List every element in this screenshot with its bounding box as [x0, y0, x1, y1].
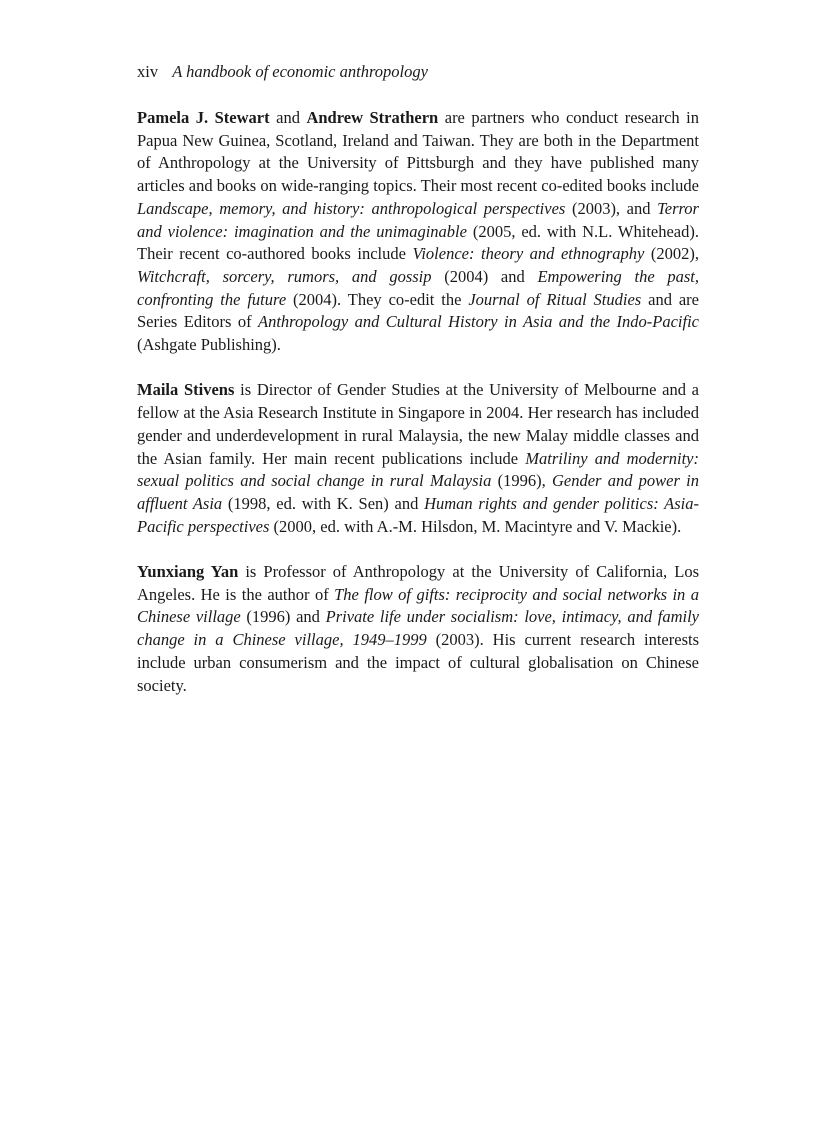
publication-title: Gender and power in affluent Asia	[137, 471, 699, 513]
book-title: A handbook of economic anthropology	[172, 62, 428, 81]
publication-title: Landscape, memory, and history: anthropological perspectives	[137, 198, 566, 218]
contributor-name: Pamela J. Stewart	[137, 108, 270, 127]
bio-text: (2005, ed. with N.L. Whitehead). Their recent co-authored books include	[137, 221, 700, 264]
bio-text: and	[269, 108, 307, 127]
contributor-name: Maila Stivens	[137, 380, 235, 400]
bio-text: is Director of Gender Studies at the University of Melbourne and a fellow at the Asia Research Institute in Singapore in 2004. Her research has included gender and underdevelopment in rural Malaysia, the new Malay middle classes and the Asian family. Her main recent publications include	[137, 380, 699, 468]
publication-title: Violence: theory and ethnography	[412, 244, 645, 264]
contributor-name: Yunxiang Yan	[137, 562, 239, 582]
running-head	[137, 61, 428, 83]
bio-text: are partners who conduct research in Papua New Guinea, Scotland, Ireland and Taiwan. They are both in the Department of Anthropology at the University of Pittsburgh and they have published many articles and books on wide-ranging topics. Their most recent co-edited books include	[137, 108, 699, 196]
bio-text: (1996) and	[240, 607, 326, 627]
bio-text: (1998, ed. with K. Sen) and	[222, 493, 425, 513]
bio-text: (2003), and	[565, 198, 658, 218]
publication-title: Journal of Ritual Studies	[468, 289, 642, 309]
contributor-bios	[137, 107, 699, 720]
bio-text: (2000, ed. with A.-M. Hilsdon, M. Macintyre and V. Mackie).	[269, 516, 682, 536]
publication-title: Matriliny and modernity: sexual politics and social change in rural Malaysia	[137, 448, 699, 491]
publication-title: Private life under socialism: love, intimacy, and family change in a Chinese village, 1949–1999	[137, 607, 700, 650]
publication-title: Witchcraft, sorcery, rumors, and gossip	[137, 266, 432, 286]
publication-title: The flow of gifts: reciprocity and social networks in a Chinese village	[137, 584, 699, 627]
contributor-name: Andrew Strathern	[306, 108, 439, 127]
bio-text: (Ashgate Publishing).	[137, 335, 281, 355]
bio-text: (2004) and	[431, 266, 538, 286]
publication-title: Anthropology and Cultural History in Asia and the Indo-Pacific	[258, 312, 699, 332]
publication-title: Human rights and gender politics: Asia-Pacific perspectives	[137, 493, 699, 536]
page-number: xiv	[137, 62, 159, 81]
bio-stivens	[137, 379, 699, 538]
bio-stewart-strathern	[137, 107, 699, 357]
publication-title: Terror and violence: imagination and the unimaginable	[137, 198, 699, 241]
bio-text: (2002),	[644, 244, 700, 264]
bio-text: (1996),	[491, 471, 552, 491]
publication-title: Empowering the past, confronting the future	[137, 266, 699, 309]
bio-text: (2004). They co-edit the	[286, 289, 469, 309]
bio-yan	[137, 561, 699, 697]
bio-text: and are Series Editors of	[137, 289, 700, 332]
bio-text: (2003). His current research interests include urban consumerism and the impact of cultural globalisation on Chinese society.	[137, 630, 699, 695]
bio-text: is Professor of Anthropology at the University of California, Los Angeles. He is the author of	[137, 562, 699, 604]
